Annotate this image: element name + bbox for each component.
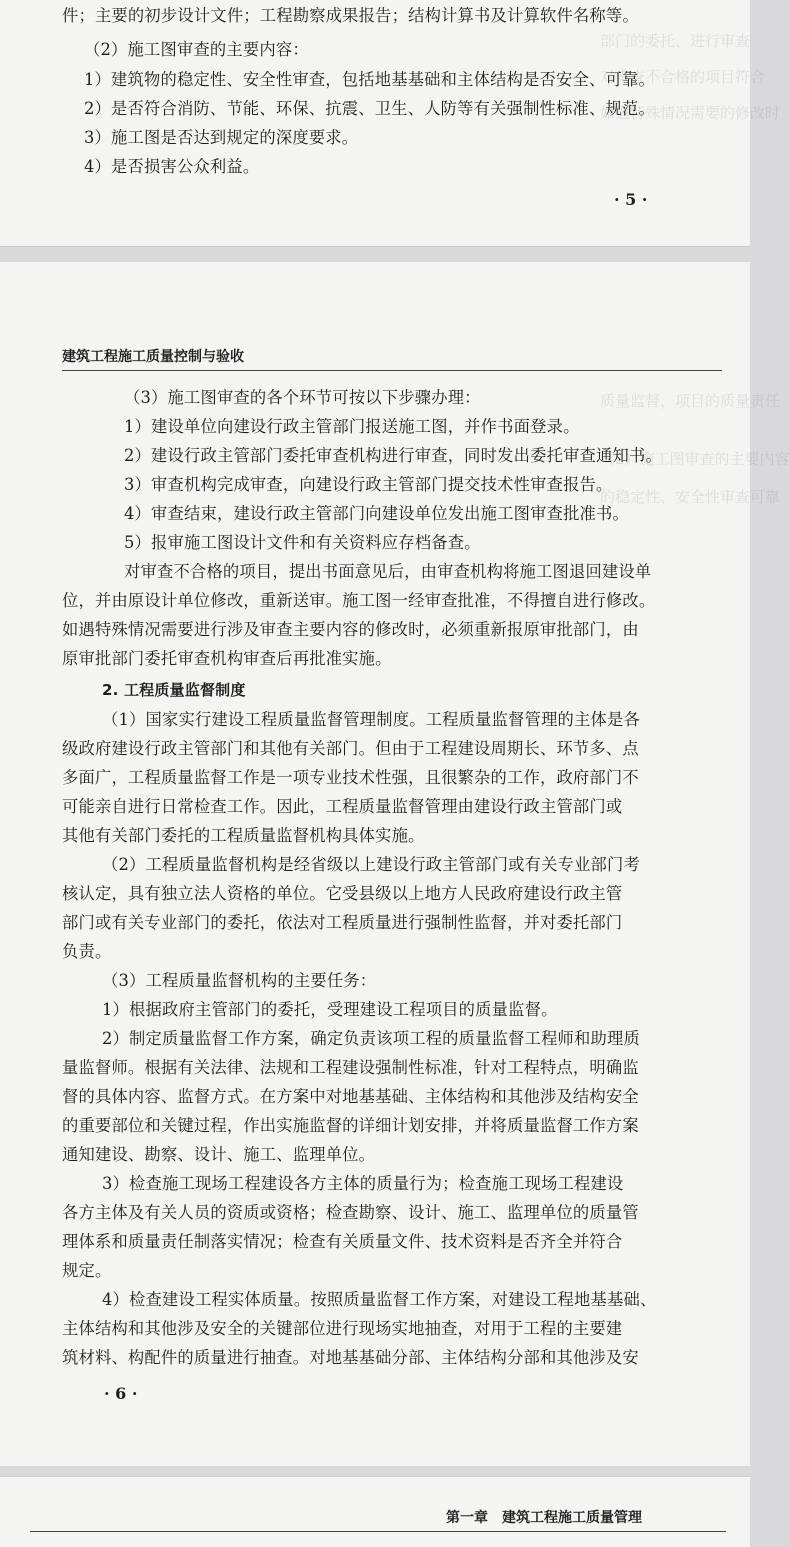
body-line: 2）制定质量监督工作方案，确定负责该项工程的质量监督工程师和助理质 — [102, 1029, 640, 1048]
body-line: 规定。 — [62, 1261, 112, 1280]
page-7 — [0, 1476, 750, 1547]
body-line: 3）施工图是否达到规定的深度要求。 — [84, 128, 359, 147]
body-line: 4）是否损害公众利益。 — [84, 157, 260, 176]
body-line: （2）施工图审查的主要内容： — [84, 40, 309, 59]
section-heading: 2. 工程质量监督制度 — [102, 681, 246, 699]
body-line: （3）施工图审查的各个环节可按以下步骤办理： — [124, 388, 481, 407]
body-line: 多面广，工程质量监督工作是一项专业技术性强，且很繁杂的工作，政府部门不 — [62, 768, 639, 787]
body-line: 原审批部门委托审查机构审查后再批准实施。 — [62, 649, 392, 668]
body-line: 量监督师。根据有关法律、法规和工程建设强制性标准，针对工程特点，明确监 — [62, 1058, 639, 1077]
body-line: 对审查不合格的项目，提出书面意见后，由审查机构将施工图退回建设单 — [124, 562, 652, 581]
bleed-through-text: 的稳定性、安全性审查可靠 — [600, 488, 781, 506]
body-line: 如遇特殊情况需要进行涉及审查主要内容的修改时，必须重新报原审批部门，由 — [62, 620, 639, 639]
page-number: · 6 · — [104, 1384, 138, 1403]
body-line: 1）建筑物的稳定性、安全性审查，包括地基基础和主体结构是否安全、可靠。 — [84, 70, 655, 89]
bleed-through-text: （2）施工图审查的主要内容 — [600, 450, 790, 468]
body-line: 筑材料、构配件的质量进行抽查。对地基基础分部、主体结构分部和其他涉及安 — [62, 1348, 639, 1367]
body-line: 督的具体内容、监督方式。在方案中对地基基础、主体结构和其他涉及结构安全 — [62, 1087, 639, 1106]
body-line: 的重要部位和关键过程，作出实施监督的详细计划安排，并将质量监督工作方案 — [62, 1116, 639, 1135]
bleed-through-text: 部门的委托、进行审查 — [600, 32, 751, 50]
body-line: 件；主要的初步设计文件；工程勘察成果报告；结构计算书及计算软件名称等。 — [62, 6, 639, 25]
body-line: （3）工程质量监督机构的主要任务： — [102, 971, 377, 990]
body-line: 通知建设、勘察、设计、施工、监理单位。 — [62, 1145, 376, 1164]
body-line: 1）根据政府主管部门的委托，受理建设工程项目的质量监督。 — [102, 1000, 558, 1019]
body-line: 5）报审施工图设计文件和有关资料应存档备查。 — [124, 533, 481, 552]
body-line: 3）审查机构完成审查，向建设行政主管部门提交技术性审查报告。 — [124, 475, 613, 494]
body-line: 可能亲自进行日常检查工作。因此，工程质量监督管理由建设行政主管部门或 — [62, 797, 623, 816]
body-line: 4）审查结束，建设行政主管部门向建设单位发出施工图审查批准书。 — [124, 504, 629, 523]
header-rule — [62, 370, 722, 371]
bleed-through-text: 如遇特殊情况需要的修改时 — [600, 104, 781, 122]
body-line: 理体系和质量责任制落实情况；检查有关质量文件、技术资料是否齐全并符合 — [62, 1232, 623, 1251]
body-line: （1）国家实行建设工程质量监督管理制度。工程质量监督管理的主体是各 — [102, 710, 640, 729]
body-line: 3）检查施工现场工程建设各方主体的质量行为；检查施工现场工程建设 — [102, 1174, 624, 1193]
page-5 — [0, 0, 781, 247]
bleed-through-text: 质量监督，项目的质量责任 — [600, 392, 781, 410]
body-line: 主体结构和其他涉及安全的关键部位进行现场实地抽查，对用于工程的主要建 — [62, 1319, 623, 1338]
header-rule — [30, 1531, 726, 1532]
page-number: · 5 · — [614, 190, 648, 209]
body-line: 各方主体及有关人员的资质或资格；检查勘察、设计、施工、监理单位的质量管 — [62, 1203, 639, 1222]
running-header: 第一章 建筑工程施工质量管理 — [446, 1510, 642, 1526]
body-line: 1）建设单位向建设行政主管部门报送施工图，并作书面登录。 — [124, 417, 580, 436]
body-line: 4）检查建设工程实体质量。按照质量监督工作方案，对建设工程地基基础、 — [102, 1290, 657, 1309]
body-line: 位，并由原设计单位修改，重新送审。施工图一经审查批准，不得擅自进行修改。 — [62, 591, 656, 610]
running-header: 建筑工程施工质量控制与验收 — [62, 349, 244, 365]
page-6 — [0, 262, 790, 1466]
body-line: 负责。 — [62, 942, 112, 961]
body-line: 2）是否符合消防、节能、环保、抗震、卫生、人防等有关强制性标准、规范。 — [84, 99, 655, 118]
body-line: 部门或有关专业部门的委托，依法对工程质量进行强制性监督，并对委托部门 — [62, 913, 623, 932]
body-line: 2）建设行政主管部门委托审查机构进行审查，同时发出委托审查通知书。 — [124, 446, 662, 465]
body-line: 级政府建设行政主管部门和其他有关部门。但由于工程建设周期长、环节多、点 — [62, 739, 639, 758]
bleed-through-text: 对审查不合格的项目符合 — [600, 68, 766, 86]
body-line: 其他有关部门委托的工程质量监督机构具体实施。 — [62, 826, 425, 845]
body-line: （2）工程质量监督机构是经省级以上建设行政主管部门或有关专业部门考 — [102, 855, 640, 874]
body-line: 核认定，具有独立法人资格的单位。它受县级以上地方人民政府建设行政主管 — [62, 884, 623, 903]
